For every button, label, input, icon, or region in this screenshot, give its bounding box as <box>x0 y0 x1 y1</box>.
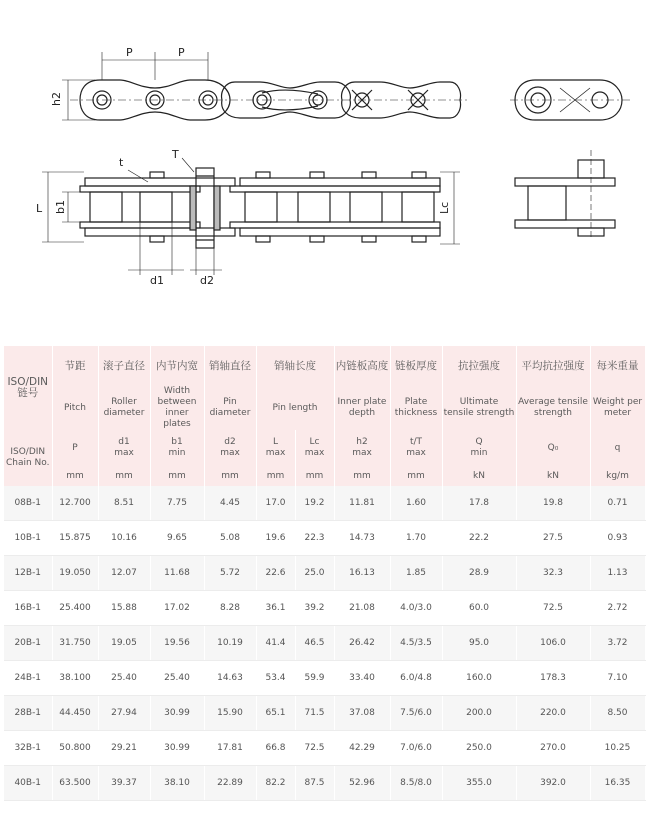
table-cell: 10.19 <box>204 626 256 661</box>
col-tensile-unit: kN <box>442 466 516 486</box>
col-pin-length-Lc-sym: Lc max <box>295 430 334 466</box>
col-roller-sym: d1 max <box>98 430 150 466</box>
T-label: T <box>172 148 179 161</box>
pitch-label-1: P <box>126 46 133 59</box>
table-cell: 16.35 <box>590 766 645 801</box>
table-cell: 31.750 <box>52 626 98 661</box>
table-cell: 392.0 <box>516 766 590 801</box>
table-cell: 11.68 <box>150 556 204 591</box>
col-pitch-unit: mm <box>52 466 98 486</box>
chain-side-view <box>62 52 470 120</box>
col-pin-diameter-sym: d2 max <box>204 430 256 466</box>
table-row <box>4 521 645 556</box>
table-row <box>4 556 645 591</box>
table-cell: 95.0 <box>442 626 516 661</box>
table-cell: 15.875 <box>52 521 98 556</box>
table-cell: 14.63 <box>204 661 256 696</box>
table-cell: 39.37 <box>98 766 150 801</box>
d2-label: d2 <box>200 274 214 287</box>
table-cell: 17.8 <box>442 486 516 521</box>
table-cell: 71.5 <box>295 696 334 731</box>
iso-header-cn <box>4 346 52 430</box>
table-cell: 1.13 <box>590 556 645 591</box>
table-cell: 21.08 <box>334 591 390 626</box>
table-cell: 16.13 <box>334 556 390 591</box>
col-roller-cn: 滚子直径 <box>98 346 150 386</box>
table-cell: 39.2 <box>295 591 334 626</box>
iso-header-en-text: ISO/DIN Chain No. <box>5 447 50 468</box>
table-cell: 5.08 <box>204 521 256 556</box>
table-cell: 11.81 <box>334 486 390 521</box>
table-cell: 15.88 <box>98 591 150 626</box>
table-cell: 12.07 <box>98 556 150 591</box>
table-row <box>4 591 645 626</box>
iso-header-cn-text: ISO/DIN 链号 <box>7 376 49 399</box>
table-cell: 46.5 <box>295 626 334 661</box>
spec-table-body <box>4 486 645 801</box>
chain-number-cell: 16B-1 <box>4 591 52 626</box>
col-tensile-en: Ultimate tensile strength <box>442 386 516 430</box>
col-plate-thickness-cn: 链板厚度 <box>390 346 442 386</box>
table-cell: 17.02 <box>150 591 204 626</box>
table-cell: 22.3 <box>295 521 334 556</box>
col-plate-depth-cn: 内链板高度 <box>334 346 390 386</box>
col-tensile-cn: 抗拉强度 <box>442 346 516 386</box>
chain-number-cell: 40B-1 <box>4 766 52 801</box>
table-cell: 1.60 <box>390 486 442 521</box>
table-cell: 10.25 <box>590 731 645 766</box>
table-cell: 17.81 <box>204 731 256 766</box>
col-pitch-en: Pitch <box>52 386 98 430</box>
table-cell: 32.3 <box>516 556 590 591</box>
col-pin-length-en: Pin length <box>256 386 334 430</box>
col-weight-en: Weight per meter <box>590 386 645 430</box>
col-pin-diameter-en: Pin diameter <box>204 386 256 430</box>
table-cell: 27.94 <box>98 696 150 731</box>
table-cell: 19.56 <box>150 626 204 661</box>
table-cell: 27.5 <box>516 521 590 556</box>
table-cell: 8.51 <box>98 486 150 521</box>
col-weight-sym: q <box>590 430 645 466</box>
col-roller-en: Roller diameter <box>98 386 150 430</box>
col-pin-diameter-unit: mm <box>204 466 256 486</box>
table-cell: 8.50 <box>590 696 645 731</box>
col-roller-unit: mm <box>98 466 150 486</box>
chain-technical-drawing <box>0 0 649 290</box>
table-cell: 25.40 <box>150 661 204 696</box>
L-label: L <box>36 202 43 215</box>
table-cell: 3.72 <box>590 626 645 661</box>
iso-header-en <box>4 430 52 486</box>
d1-label: d1 <box>150 274 164 287</box>
table-cell: 19.050 <box>52 556 98 591</box>
table-cell: 82.2 <box>256 766 295 801</box>
col-avg-tensile-cn: 平均抗拉强度 <box>516 346 590 386</box>
table-cell: 5.72 <box>204 556 256 591</box>
table-cell: 355.0 <box>442 766 516 801</box>
table-cell: 15.90 <box>204 696 256 731</box>
table-cell: 270.0 <box>516 731 590 766</box>
col-width-unit: mm <box>150 466 204 486</box>
table-cell: 25.0 <box>295 556 334 591</box>
table-cell: 59.9 <box>295 661 334 696</box>
table-cell: 41.4 <box>256 626 295 661</box>
table-cell: 42.29 <box>334 731 390 766</box>
table-cell: 38.100 <box>52 661 98 696</box>
col-avg-tensile-unit: kN <box>516 466 590 486</box>
col-avg-tensile-sym: Q₀ <box>516 430 590 466</box>
table-cell: 29.21 <box>98 731 150 766</box>
table-cell: 8.5/8.0 <box>390 766 442 801</box>
table-cell: 28.9 <box>442 556 516 591</box>
table-cell: 19.8 <box>516 486 590 521</box>
table-cell: 8.28 <box>204 591 256 626</box>
col-plate-depth-sym: h2 max <box>334 430 390 466</box>
table-cell: 10.16 <box>98 521 150 556</box>
chain-number-cell: 10B-1 <box>4 521 52 556</box>
table-cell: 19.05 <box>98 626 150 661</box>
col-plate-depth-en: Inner plate depth <box>334 386 390 430</box>
table-cell: 44.450 <box>52 696 98 731</box>
col-plate-thickness-sym: t/T max <box>390 430 442 466</box>
chain-plan-view <box>42 158 460 275</box>
table-cell: 36.1 <box>256 591 295 626</box>
table-cell: 14.73 <box>334 521 390 556</box>
col-pitch-sym: P <box>52 430 98 466</box>
table-cell: 220.0 <box>516 696 590 731</box>
table-cell: 1.70 <box>390 521 442 556</box>
table-cell: 30.99 <box>150 696 204 731</box>
col-width-en: Width between inner plates <box>150 386 204 430</box>
table-cell: 37.08 <box>334 696 390 731</box>
table-cell: 30.99 <box>150 731 204 766</box>
col-pin-length-cn: 销轴长度 <box>256 346 334 386</box>
table-cell: 12.700 <box>52 486 98 521</box>
table-row <box>4 661 645 696</box>
b1-label: b1 <box>54 200 67 214</box>
table-cell: 19.2 <box>295 486 334 521</box>
table-cell: 72.5 <box>295 731 334 766</box>
table-cell: 250.0 <box>442 731 516 766</box>
table-cell: 200.0 <box>442 696 516 731</box>
table-cell: 6.0/4.8 <box>390 661 442 696</box>
table-cell: 38.10 <box>150 766 204 801</box>
Lc-label: Lc <box>438 201 451 214</box>
table-cell: 19.6 <box>256 521 295 556</box>
table-cell: 65.1 <box>256 696 295 731</box>
t-label: t <box>119 156 124 169</box>
col-pin-length-Lc-unit: mm <box>295 466 334 486</box>
chain-number-cell: 12B-1 <box>4 556 52 591</box>
table-cell: 22.2 <box>442 521 516 556</box>
table-cell: 26.42 <box>334 626 390 661</box>
col-width-cn: 内节内宽 <box>150 346 204 386</box>
table-cell: 160.0 <box>442 661 516 696</box>
table-cell: 0.71 <box>590 486 645 521</box>
table-cell: 25.400 <box>52 591 98 626</box>
table-cell: 72.5 <box>516 591 590 626</box>
chain-number-cell: 24B-1 <box>4 661 52 696</box>
col-plate-depth-unit: mm <box>334 466 390 486</box>
table-cell: 2.72 <box>590 591 645 626</box>
table-cell: 7.10 <box>590 661 645 696</box>
table-cell: 22.6 <box>256 556 295 591</box>
table-cell: 0.93 <box>590 521 645 556</box>
col-tensile-sym: Q min <box>442 430 516 466</box>
table-cell: 22.89 <box>204 766 256 801</box>
table-row <box>4 731 645 766</box>
table-cell: 66.8 <box>256 731 295 766</box>
col-pin-length-L-sym: L max <box>256 430 295 466</box>
col-pin-diameter-cn: 销轴直径 <box>204 346 256 386</box>
col-avg-tensile-en: Average tensile strength <box>516 386 590 430</box>
table-cell: 4.5/3.5 <box>390 626 442 661</box>
table-cell: 33.40 <box>334 661 390 696</box>
chain-number-cell: 32B-1 <box>4 731 52 766</box>
table-cell: 7.5/6.0 <box>390 696 442 731</box>
table-cell: 9.65 <box>150 521 204 556</box>
table-cell: 63.500 <box>52 766 98 801</box>
table-cell: 50.800 <box>52 731 98 766</box>
col-weight-unit: kg/m <box>590 466 645 486</box>
table-cell: 7.0/6.0 <box>390 731 442 766</box>
table-row <box>4 486 645 521</box>
table-cell: 4.45 <box>204 486 256 521</box>
chain-number-cell: 28B-1 <box>4 696 52 731</box>
table-row <box>4 766 645 801</box>
table-cell: 52.96 <box>334 766 390 801</box>
chain-number-cell: 08B-1 <box>4 486 52 521</box>
table-row <box>4 696 645 731</box>
table-cell: 25.40 <box>98 661 150 696</box>
col-pitch-cn: 节距 <box>52 346 98 386</box>
chain-number-cell: 20B-1 <box>4 626 52 661</box>
col-plate-thickness-en: Plate thickness <box>390 386 442 430</box>
col-width-sym: b1 min <box>150 430 204 466</box>
table-cell: 178.3 <box>516 661 590 696</box>
table-cell: 53.4 <box>256 661 295 696</box>
chain-spec-table <box>4 346 646 801</box>
table-cell: 7.75 <box>150 486 204 521</box>
table-cell: 1.85 <box>390 556 442 591</box>
col-weight-cn: 每米重量 <box>590 346 645 386</box>
table-cell: 60.0 <box>442 591 516 626</box>
pitch-label-2: P <box>178 46 185 59</box>
chain-end-views <box>510 80 630 238</box>
col-pin-length-L-unit: mm <box>256 466 295 486</box>
h2-label: h2 <box>50 92 63 106</box>
col-plate-thickness-unit: mm <box>390 466 442 486</box>
table-cell: 4.0/3.0 <box>390 591 442 626</box>
table-cell: 17.0 <box>256 486 295 521</box>
table-cell: 106.0 <box>516 626 590 661</box>
table-cell: 87.5 <box>295 766 334 801</box>
table-row <box>4 626 645 661</box>
